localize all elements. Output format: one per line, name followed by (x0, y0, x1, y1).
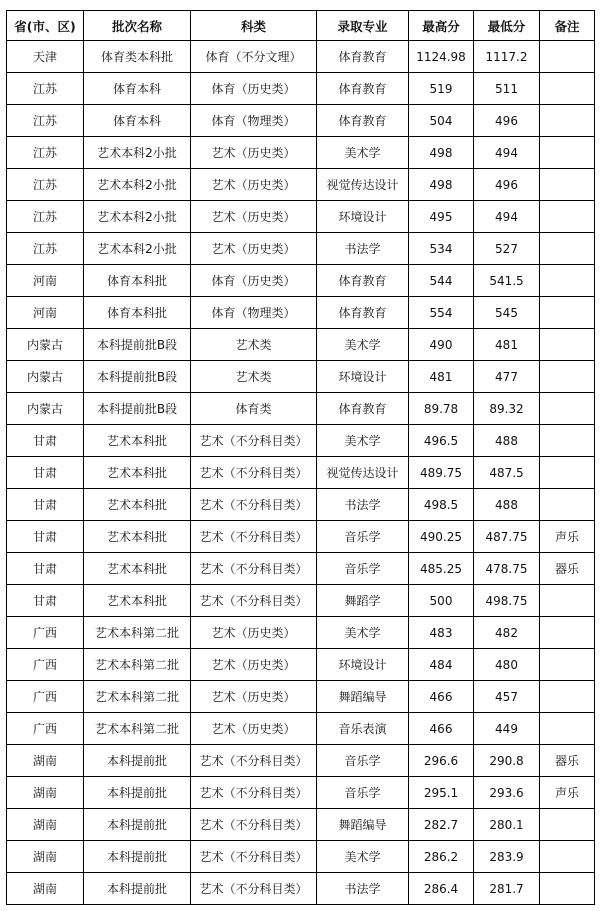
cell-category: 艺术（不分科目类） (191, 457, 317, 489)
cell-province: 河南 (7, 297, 84, 329)
table-row (7, 585, 595, 617)
cell-batch-name: 艺术本科第二批 (84, 713, 191, 745)
cell-min-score: 545 (474, 297, 540, 329)
cell-remarks (540, 489, 595, 521)
table-row (7, 873, 595, 905)
table-row (7, 553, 595, 585)
cell-remarks (540, 105, 595, 137)
cell-major: 视觉传达设计 (317, 457, 409, 489)
header-major: 录取专业 (317, 11, 409, 41)
cell-min-score: 487.75 (474, 521, 540, 553)
cell-max-score: 89.78 (409, 393, 474, 425)
cell-min-score: 541.5 (474, 265, 540, 297)
cell-batch-name: 艺术本科批 (84, 457, 191, 489)
cell-province: 江苏 (7, 201, 84, 233)
cell-min-score: 449 (474, 713, 540, 745)
cell-remarks: 声乐 (540, 777, 595, 809)
cell-category: 艺术（历史类） (191, 713, 317, 745)
cell-remarks (540, 425, 595, 457)
cell-province: 江苏 (7, 233, 84, 265)
cell-batch-name: 艺术本科批 (84, 553, 191, 585)
cell-max-score: 295.1 (409, 777, 474, 809)
cell-category: 艺术类 (191, 361, 317, 393)
table-row (7, 777, 595, 809)
cell-province: 江苏 (7, 105, 84, 137)
cell-batch-name: 艺术本科批 (84, 489, 191, 521)
cell-major: 书法学 (317, 489, 409, 521)
cell-batch-name: 艺术本科第二批 (84, 617, 191, 649)
cell-province: 湖南 (7, 873, 84, 905)
table-row (7, 457, 595, 489)
cell-major: 音乐学 (317, 553, 409, 585)
cell-province: 河南 (7, 265, 84, 297)
table-row (7, 841, 595, 873)
cell-min-score: 496 (474, 105, 540, 137)
cell-major: 美术学 (317, 617, 409, 649)
cell-province: 甘肃 (7, 489, 84, 521)
cell-major: 书法学 (317, 873, 409, 905)
cell-min-score: 281.7 (474, 873, 540, 905)
cell-category: 艺术类 (191, 329, 317, 361)
cell-category: 艺术（历史类） (191, 169, 317, 201)
cell-category: 艺术（历史类） (191, 137, 317, 169)
cell-batch-name: 本科提前批 (84, 745, 191, 777)
cell-major: 体育教育 (317, 393, 409, 425)
cell-major: 舞蹈学 (317, 585, 409, 617)
table-row (7, 73, 595, 105)
cell-min-score: 487.5 (474, 457, 540, 489)
cell-major: 视觉传达设计 (317, 169, 409, 201)
cell-major: 环境设计 (317, 361, 409, 393)
cell-category: 艺术（不分科目类） (191, 585, 317, 617)
header-batch-name: 批次名称 (84, 11, 191, 41)
cell-min-score: 480 (474, 649, 540, 681)
cell-min-score: 494 (474, 201, 540, 233)
cell-province: 江苏 (7, 137, 84, 169)
table-row (7, 713, 595, 745)
cell-category: 体育类 (191, 393, 317, 425)
cell-max-score: 496.5 (409, 425, 474, 457)
cell-remarks (540, 329, 595, 361)
header-province: 省(市、区) (7, 11, 84, 41)
cell-province: 湖南 (7, 809, 84, 841)
cell-remarks (540, 361, 595, 393)
cell-max-score: 519 (409, 73, 474, 105)
cell-major: 美术学 (317, 841, 409, 873)
cell-min-score: 1117.2 (474, 41, 540, 73)
cell-category: 艺术（不分科目类） (191, 841, 317, 873)
cell-batch-name: 本科提前批 (84, 777, 191, 809)
cell-remarks (540, 233, 595, 265)
cell-province: 内蒙古 (7, 393, 84, 425)
cell-min-score: 511 (474, 73, 540, 105)
cell-max-score: 466 (409, 713, 474, 745)
cell-min-score: 488 (474, 489, 540, 521)
cell-province: 广西 (7, 713, 84, 745)
cell-category: 艺术（历史类） (191, 681, 317, 713)
table-row (7, 329, 595, 361)
cell-province: 湖南 (7, 745, 84, 777)
cell-batch-name: 本科提前批 (84, 873, 191, 905)
cell-batch-name: 体育本科 (84, 105, 191, 137)
cell-remarks (540, 681, 595, 713)
cell-major: 体育教育 (317, 73, 409, 105)
cell-batch-name: 本科提前批B段 (84, 393, 191, 425)
cell-max-score: 484 (409, 649, 474, 681)
cell-category: 艺术（不分科目类） (191, 425, 317, 457)
header-max-score: 最高分 (409, 11, 474, 41)
table-row (7, 169, 595, 201)
cell-province: 内蒙古 (7, 329, 84, 361)
table-row (7, 105, 595, 137)
cell-max-score: 544 (409, 265, 474, 297)
cell-province: 甘肃 (7, 553, 84, 585)
cell-remarks (540, 713, 595, 745)
table-header-row (7, 11, 595, 41)
cell-max-score: 286.2 (409, 841, 474, 873)
cell-min-score: 496 (474, 169, 540, 201)
cell-major: 舞蹈编导 (317, 681, 409, 713)
cell-min-score: 477 (474, 361, 540, 393)
cell-province: 广西 (7, 649, 84, 681)
cell-category: 艺术（不分科目类） (191, 553, 317, 585)
cell-max-score: 554 (409, 297, 474, 329)
cell-batch-name: 艺术本科批 (84, 585, 191, 617)
cell-batch-name: 本科提前批 (84, 841, 191, 873)
cell-max-score: 466 (409, 681, 474, 713)
cell-batch-name: 艺术本科2小批 (84, 137, 191, 169)
table-row (7, 681, 595, 713)
cell-min-score: 482 (474, 617, 540, 649)
cell-max-score: 504 (409, 105, 474, 137)
cell-max-score: 498 (409, 137, 474, 169)
cell-remarks (540, 649, 595, 681)
cell-major: 音乐学 (317, 521, 409, 553)
cell-remarks (540, 137, 595, 169)
cell-remarks (540, 297, 595, 329)
cell-batch-name: 艺术本科第二批 (84, 649, 191, 681)
cell-category: 艺术（不分科目类） (191, 777, 317, 809)
cell-remarks (540, 617, 595, 649)
cell-major: 音乐学 (317, 777, 409, 809)
cell-remarks (540, 873, 595, 905)
cell-category: 艺术（历史类） (191, 649, 317, 681)
cell-batch-name: 本科提前批B段 (84, 361, 191, 393)
table-row (7, 137, 595, 169)
cell-category: 艺术（不分科目类） (191, 809, 317, 841)
cell-category: 艺术（历史类） (191, 233, 317, 265)
cell-min-score: 488 (474, 425, 540, 457)
cell-major: 舞蹈编导 (317, 809, 409, 841)
cell-category: 体育（历史类） (191, 73, 317, 105)
table-row (7, 489, 595, 521)
cell-min-score: 494 (474, 137, 540, 169)
cell-remarks (540, 809, 595, 841)
cell-min-score: 280.1 (474, 809, 540, 841)
table-row (7, 809, 595, 841)
cell-major: 美术学 (317, 425, 409, 457)
header-min-score: 最低分 (474, 11, 540, 41)
table-row (7, 425, 595, 457)
cell-province: 甘肃 (7, 425, 84, 457)
cell-max-score: 483 (409, 617, 474, 649)
cell-batch-name: 艺术本科2小批 (84, 201, 191, 233)
table-body (7, 41, 595, 905)
table-row (7, 649, 595, 681)
cell-major: 环境设计 (317, 201, 409, 233)
cell-batch-name: 艺术本科2小批 (84, 233, 191, 265)
cell-max-score: 1124.98 (409, 41, 474, 73)
cell-batch-name: 本科提前批B段 (84, 329, 191, 361)
cell-max-score: 490 (409, 329, 474, 361)
cell-major: 美术学 (317, 329, 409, 361)
cell-max-score: 495 (409, 201, 474, 233)
cell-category: 艺术（不分科目类） (191, 489, 317, 521)
cell-major: 书法学 (317, 233, 409, 265)
cell-batch-name: 艺术本科第二批 (84, 681, 191, 713)
cell-max-score: 282.7 (409, 809, 474, 841)
cell-batch-name: 体育本科批 (84, 265, 191, 297)
cell-max-score: 485.25 (409, 553, 474, 585)
cell-remarks (540, 393, 595, 425)
admission-score-table-container (6, 10, 594, 905)
cell-province: 湖南 (7, 841, 84, 873)
cell-max-score: 489.75 (409, 457, 474, 489)
cell-category: 体育（历史类） (191, 265, 317, 297)
cell-max-score: 498.5 (409, 489, 474, 521)
table-row (7, 201, 595, 233)
cell-province: 内蒙古 (7, 361, 84, 393)
cell-province: 甘肃 (7, 457, 84, 489)
cell-max-score: 490.25 (409, 521, 474, 553)
cell-province: 江苏 (7, 169, 84, 201)
cell-min-score: 498.75 (474, 585, 540, 617)
cell-remarks: 器乐 (540, 745, 595, 777)
cell-major: 体育教育 (317, 105, 409, 137)
cell-batch-name: 体育本科 (84, 73, 191, 105)
header-category: 科类 (191, 11, 317, 41)
cell-min-score: 290.8 (474, 745, 540, 777)
cell-province: 天津 (7, 41, 84, 73)
table-row (7, 297, 595, 329)
cell-major: 音乐表演 (317, 713, 409, 745)
cell-category: 体育（不分文理） (191, 41, 317, 73)
cell-min-score: 293.6 (474, 777, 540, 809)
table-row (7, 745, 595, 777)
cell-remarks (540, 265, 595, 297)
table-row (7, 265, 595, 297)
cell-province: 湖南 (7, 777, 84, 809)
cell-province: 甘肃 (7, 585, 84, 617)
table-row (7, 361, 595, 393)
cell-max-score: 534 (409, 233, 474, 265)
cell-category: 体育（物理类） (191, 297, 317, 329)
table-row (7, 41, 595, 73)
cell-batch-name: 体育本科批 (84, 297, 191, 329)
cell-batch-name: 本科提前批 (84, 809, 191, 841)
cell-remarks: 声乐 (540, 521, 595, 553)
cell-category: 艺术（历史类） (191, 201, 317, 233)
cell-batch-name: 艺术本科批 (84, 425, 191, 457)
cell-major: 美术学 (317, 137, 409, 169)
table-row (7, 393, 595, 425)
cell-min-score: 457 (474, 681, 540, 713)
cell-category: 艺术（不分科目类） (191, 873, 317, 905)
cell-max-score: 296.6 (409, 745, 474, 777)
admission-score-table (6, 10, 595, 905)
cell-province: 江苏 (7, 73, 84, 105)
cell-max-score: 481 (409, 361, 474, 393)
cell-major: 体育教育 (317, 265, 409, 297)
cell-province: 甘肃 (7, 521, 84, 553)
cell-batch-name: 体育类本科批 (84, 41, 191, 73)
cell-batch-name: 艺术本科2小批 (84, 169, 191, 201)
cell-remarks (540, 457, 595, 489)
table-row (7, 233, 595, 265)
cell-major: 体育教育 (317, 41, 409, 73)
cell-province: 广西 (7, 681, 84, 713)
cell-remarks (540, 841, 595, 873)
table-row (7, 617, 595, 649)
cell-category: 艺术（不分科目类） (191, 745, 317, 777)
cell-min-score: 478.75 (474, 553, 540, 585)
cell-remarks (540, 41, 595, 73)
cell-remarks (540, 73, 595, 105)
cell-batch-name: 艺术本科批 (84, 521, 191, 553)
cell-province: 广西 (7, 617, 84, 649)
cell-remarks (540, 201, 595, 233)
cell-remarks (540, 585, 595, 617)
cell-max-score: 500 (409, 585, 474, 617)
cell-min-score: 89.32 (474, 393, 540, 425)
cell-min-score: 527 (474, 233, 540, 265)
cell-min-score: 481 (474, 329, 540, 361)
cell-category: 艺术（历史类） (191, 617, 317, 649)
cell-major: 环境设计 (317, 649, 409, 681)
cell-category: 艺术（不分科目类） (191, 521, 317, 553)
table-row (7, 521, 595, 553)
cell-remarks: 器乐 (540, 553, 595, 585)
cell-category: 体育（物理类） (191, 105, 317, 137)
cell-max-score: 286.4 (409, 873, 474, 905)
cell-remarks (540, 169, 595, 201)
cell-major: 体育教育 (317, 297, 409, 329)
header-remarks: 备注 (540, 11, 595, 41)
cell-min-score: 283.9 (474, 841, 540, 873)
cell-major: 音乐学 (317, 745, 409, 777)
cell-max-score: 498 (409, 169, 474, 201)
